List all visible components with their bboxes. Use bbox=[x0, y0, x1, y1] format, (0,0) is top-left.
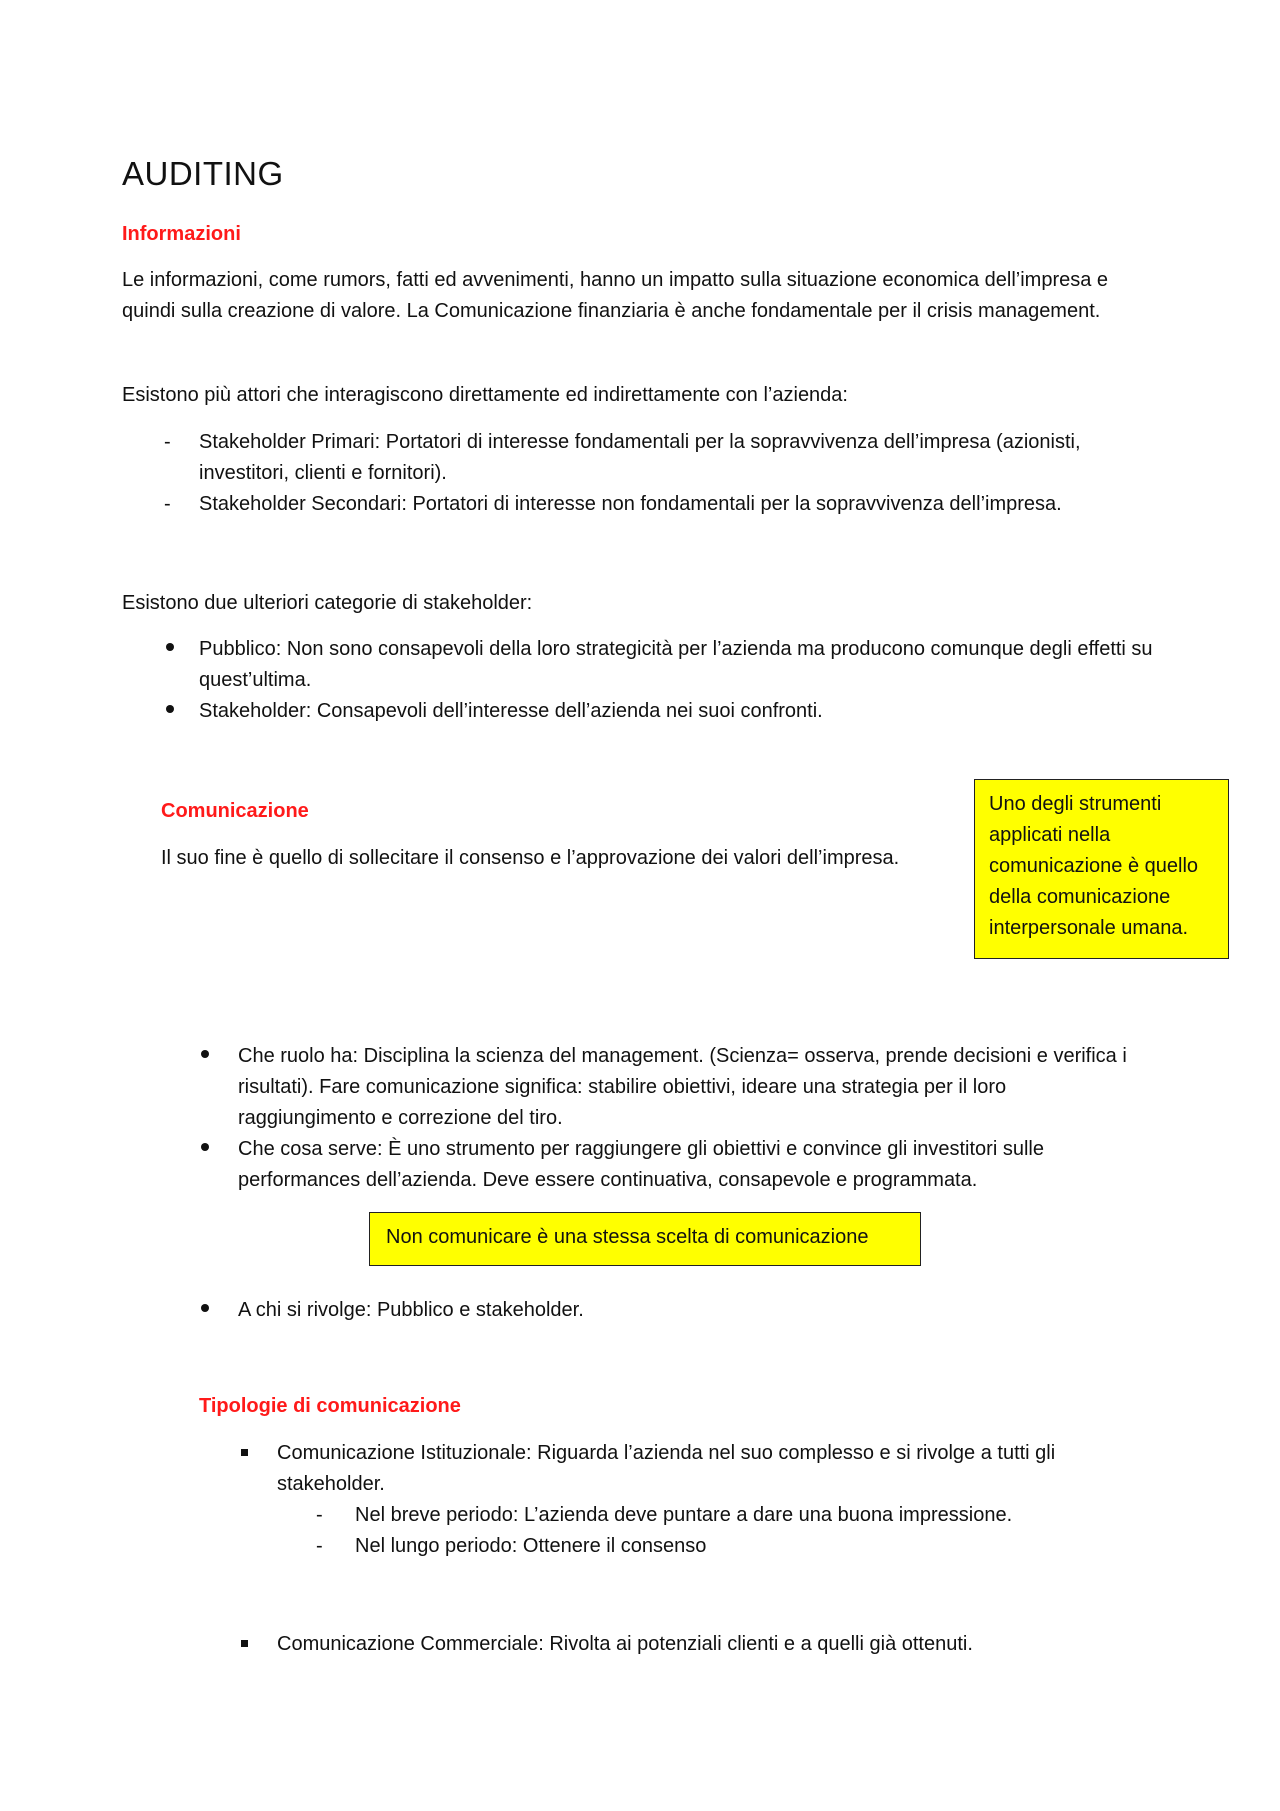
categories-intro: Esistono due ulteriori categorie di stakeholder: bbox=[122, 592, 533, 614]
list-item-istituzionale: Comunicazione Istituzionale: Riguarda l’azienda nel suo complesso e si rivolge a tutti gli stakeholder. bbox=[277, 1442, 1056, 1495]
bullet-icon bbox=[201, 1304, 209, 1312]
list-item-commerciale: Comunicazione Commerciale: Rivolta ai potenziali clienti e a quelli già ottenuti. bbox=[277, 1633, 973, 1655]
list-item-stakeholder: Stakeholder: Consapevoli dell’interesse dell’azienda nei suoi confronti. bbox=[199, 700, 823, 722]
informazioni-paragraph: Le informazioni, come rumors, fatti ed avvenimenti, hanno un impatto sulla situazione economica dell’impresa e quindi sulla creazione di valore. La Comunicazione finanziaria è anche fondamentale per il crisis management. bbox=[122, 269, 1109, 322]
dash-marker: - bbox=[164, 431, 171, 453]
list-item-stakeholder-primari: Stakeholder Primari: Portatori di interesse fondamentali per la sopravvivenza dell’impresa (azionisti, investitori, clienti e fornitori). bbox=[199, 431, 1081, 484]
section-heading-informazioni: Informazioni bbox=[122, 223, 241, 245]
section-heading-tipologie: Tipologie di comunicazione bbox=[199, 1395, 461, 1417]
list-item-cosa-serve: Che cosa serve: È uno strumento per raggiungere gli obiettivi e convince gli investitori sulle performances dell’azienda. Deve essere continuativa, consapevole e programmata. bbox=[238, 1138, 1044, 1191]
page-title: AUDITING bbox=[122, 155, 284, 192]
sub-item-breve-periodo: Nel breve periodo: L’azienda deve puntare a dare una buona impressione. bbox=[355, 1504, 1013, 1526]
list-item-ruolo: Che ruolo ha: Disciplina la scienza del management. (Scienza= osserva, prende decisioni e verifica i risultati). Fare comunicazione significa: stabilire obiettivi, ideare una strategia per il loro raggiungimento e correzione del tiro. bbox=[238, 1045, 1127, 1129]
side-note: Uno degli strumenti applicati nella comunicazione è quello della comunicazione interpersonale umana. bbox=[974, 779, 1229, 959]
square-bullet-icon bbox=[241, 1449, 248, 1456]
callout-box: Non comunicare è una stessa scelta di comunicazione bbox=[369, 1212, 921, 1266]
sub-item-lungo-periodo: Nel lungo periodo: Ottenere il consenso bbox=[355, 1535, 707, 1557]
list-item-stakeholder-secondari: Stakeholder Secondari: Portatori di interesse non fondamentali per la sopravvivenza dell’impresa. bbox=[199, 493, 1062, 515]
bullet-icon bbox=[201, 1050, 209, 1058]
dash-marker: - bbox=[316, 1535, 323, 1557]
bullet-icon bbox=[166, 705, 174, 713]
section-heading-comunicazione: Comunicazione bbox=[161, 800, 309, 822]
list-item-a-chi: A chi si rivolge: Pubblico e stakeholder. bbox=[238, 1299, 584, 1321]
comunicazione-paragraph: Il suo fine è quello di sollecitare il consenso e l’approvazione dei valori dell’impresa. bbox=[161, 847, 900, 869]
dash-marker: - bbox=[316, 1504, 323, 1526]
actors-intro: Esistono più attori che interagiscono direttamente ed indirettamente con l’azienda: bbox=[122, 384, 848, 406]
list-item-pubblico: Pubblico: Non sono consapevoli della loro strategicità per l’azienda ma producono comunque degli effetti su quest’ultima. bbox=[199, 638, 1153, 691]
square-bullet-icon bbox=[241, 1640, 248, 1647]
dash-marker: - bbox=[164, 493, 171, 515]
bullet-icon bbox=[201, 1143, 209, 1151]
bullet-icon bbox=[166, 643, 174, 651]
